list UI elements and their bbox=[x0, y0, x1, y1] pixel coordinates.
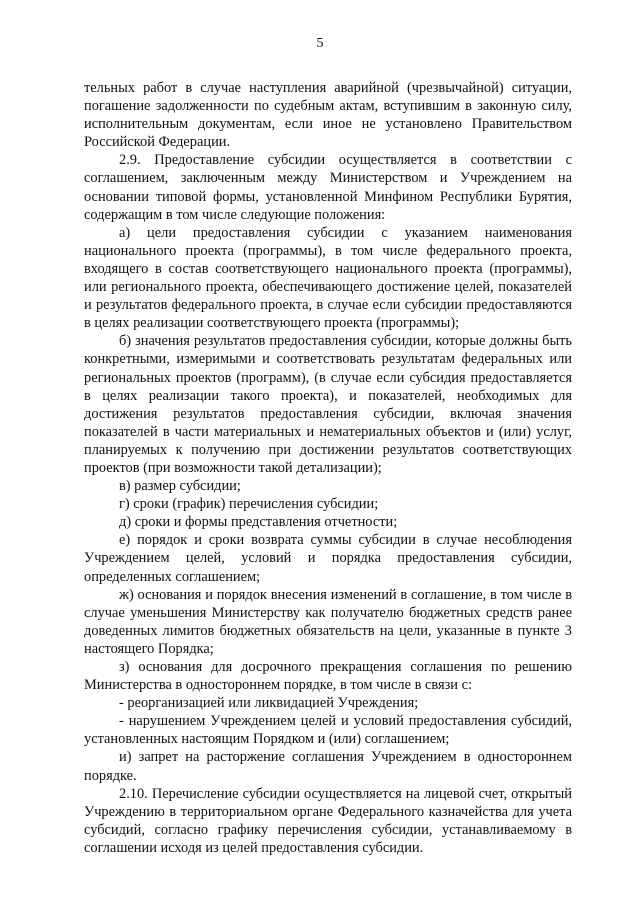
paragraph-continuation: тельных работ в случае наступления аварийной (чрезвычайной) ситуации, погашение задолженности по судебным актам, вступившим в законную силу, исполнительным документам, если иное не установлено Правительством Российской Федерации. bbox=[84, 80, 572, 151]
paragraph-subitem-violation: - нарушением Учреждением целей и условий предоставления субсидий, установленных настоящим Порядком и (или) соглашением; bbox=[84, 713, 572, 748]
paragraph-item-e: е) порядок и сроки возврата суммы субсидии в случае несоблюдения Учреждением целей, условий и порядка предоставления субсидии, определенных соглашением; bbox=[84, 532, 572, 585]
paragraph-item-zh: ж) основания и порядок внесения изменений в соглашение, в том числе в случае уменьшения Министерству как получателю бюджетных средств ранее доведенных лимитов бюджетных обязательств на цели, указанные в пункте 3 настоящего Порядка; bbox=[84, 586, 572, 657]
paragraph-item-v: в) размер субсидии; bbox=[119, 478, 241, 495]
paragraph-item-z: з) основания для досрочного прекращения соглашения по решению Министерства в одностороннем порядке, в том числе в связи с: bbox=[84, 659, 572, 694]
paragraph-2-10: 2.10. Перечисление субсидии осуществляется на лицевой счет, открытый Учреждению в территориальном органе Федерального казначейства для учета субсидий, согласно графику перечисления субсидии, устанавливаемому в соглашении исходя из целей предоставления субсидии. bbox=[84, 785, 572, 856]
document-body bbox=[84, 79, 572, 857]
paragraph-2-9: 2.9. Предоставление субсидии осуществляется в соответствии с соглашением, заключенным между Министерством и Учреждением на основании типовой формы, установленной Минфином Республики Бурятия, содержащим в том числе следующие положения: bbox=[84, 152, 572, 223]
page-number: 5 bbox=[316, 36, 324, 51]
paragraph-item-a: а) цели предоставления субсидии с указанием наименования национального проекта (программы), в том числе федерального проекта, входящего в состав соответствующего национального проекта (программы), или регионального проекта, обеспечивающего достижение целей, показателей и результатов федерального проекта, в случае если субсидии предоставляются в целях реализации соответствующего проекта (программы); bbox=[84, 224, 572, 332]
paragraph-item-i: и) запрет на расторжение соглашения Учреждением в одностороннем порядке. bbox=[84, 749, 572, 784]
paragraph-item-b: б) значения результатов предоставления субсидии, которые должны быть конкретными, измеримыми и соответствовать результатам федеральных или региональных проектов (программ), (в случае если субсидия предоставляется в целях реализации такого проекта), и показателей, необходимых для достижения результатов предоставления субсидии, включая значения показателей в части материальных и нематериальных объектов и (или) услуг, планируемых к получению при достижении результатов соответствующих проектов (при возможности такой детализации); bbox=[84, 333, 572, 476]
paragraph-subitem-reorganization: - реорганизацией или ликвидацией Учреждения; bbox=[119, 695, 419, 712]
paragraph-item-d: д) сроки и формы представления отчетности; bbox=[119, 514, 398, 531]
paragraph-item-g: г) сроки (график) перечисления субсидии; bbox=[119, 496, 379, 513]
